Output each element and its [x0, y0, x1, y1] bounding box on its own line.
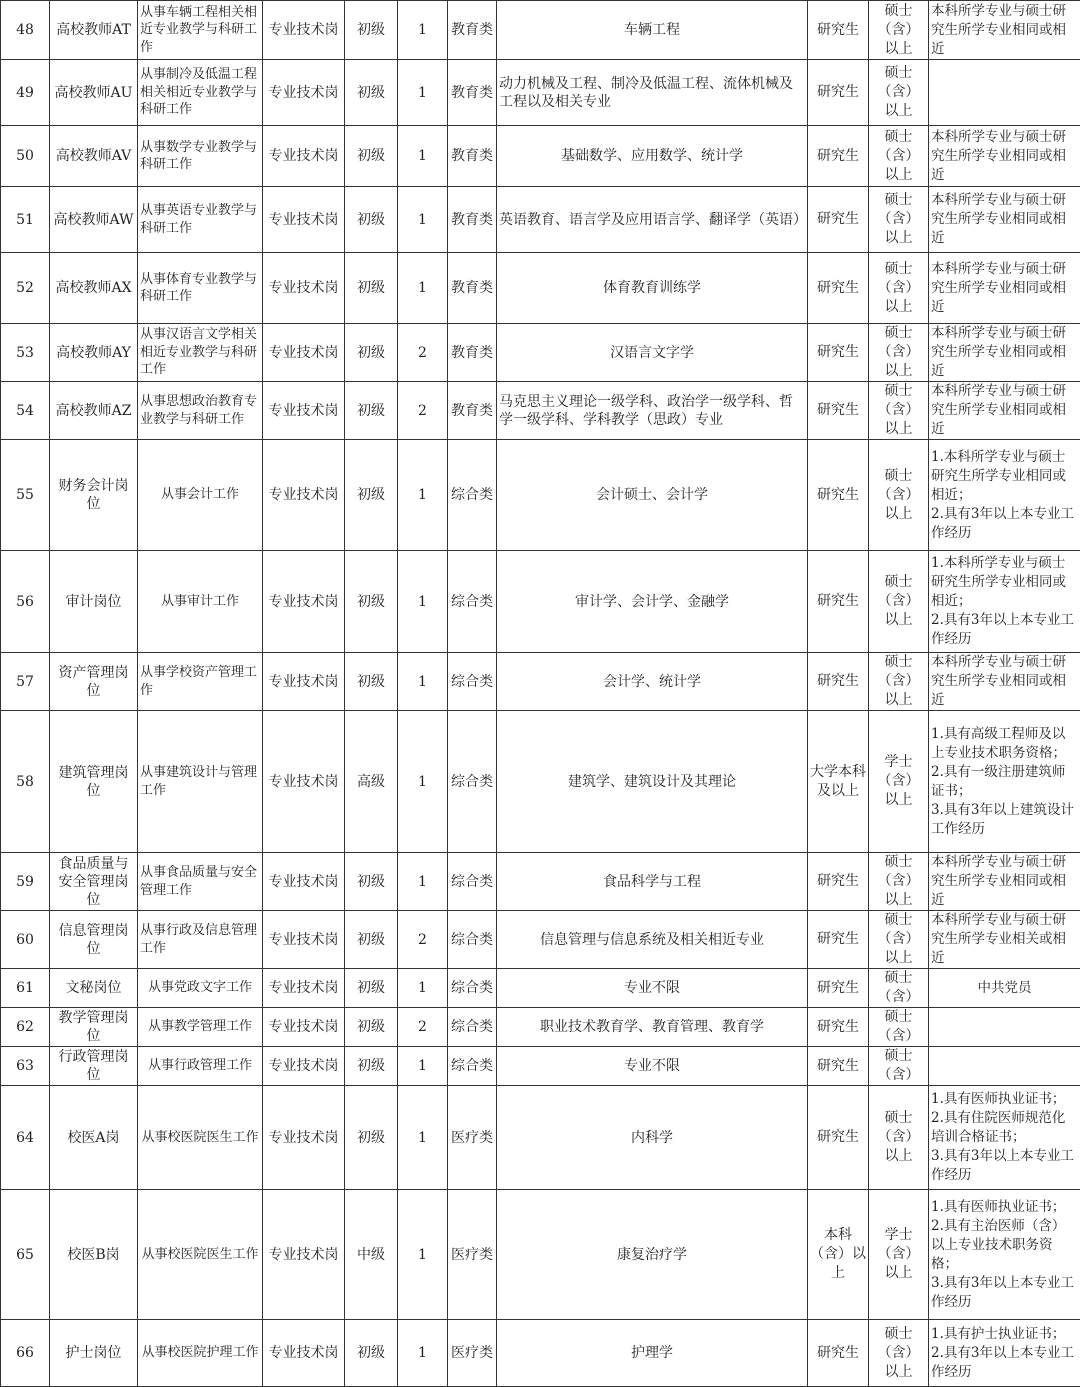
position-level: 中级 — [345, 1190, 398, 1320]
job-duty: 从事行政及信息管理工作 — [138, 911, 263, 969]
position-name: 高校教师AY — [50, 324, 138, 382]
degree-requirement: 硕士（含）以上 — [869, 551, 929, 653]
position-type: 专业技术岗 — [263, 853, 345, 911]
job-duty: 从事审计工作 — [138, 551, 263, 653]
education-requirement: 研究生 — [808, 911, 869, 969]
position-type: 专业技术岗 — [263, 711, 345, 853]
other-requirement: 1.具有医师执业证书； 2.具有住院医师规范化培训合格证书； 3.具有3年以上本专业工作经历 — [929, 1086, 1080, 1190]
position-category: 教育类 — [448, 324, 497, 382]
table-row — [1, 126, 1080, 187]
hire-count: 1 — [398, 551, 448, 653]
table-row — [1, 911, 1080, 969]
major-requirement: 体育教育训练学 — [497, 253, 808, 324]
other-requirement: 本科所学专业与硕士研究生所学专业相同或相近 — [929, 853, 1080, 911]
row-number: 58 — [1, 711, 50, 853]
position-name: 高校教师AZ — [50, 382, 138, 440]
job-duty: 从事行政管理工作 — [138, 1047, 263, 1086]
row-number: 55 — [1, 440, 50, 551]
position-category: 综合类 — [448, 1047, 497, 1086]
position-level: 初级 — [345, 440, 398, 551]
row-number: 62 — [1, 1008, 50, 1047]
position-type: 专业技术岗 — [263, 969, 345, 1008]
degree-requirement: 硕士（含） — [869, 1008, 929, 1047]
row-number: 63 — [1, 1047, 50, 1086]
hire-count: 2 — [398, 911, 448, 969]
position-level: 初级 — [345, 911, 398, 969]
education-requirement: 研究生 — [808, 440, 869, 551]
major-requirement: 马克思主义理论一级学科、政治学一级学科、哲学一级学科、学科教学（思政）专业 — [497, 382, 808, 440]
other-requirement: 1.具有护士执业证书； 2.具有3年以上本专业工作经历 — [929, 1320, 1080, 1387]
position-type: 专业技术岗 — [263, 253, 345, 324]
job-duty: 从事车辆工程相关相近专业教学与科研工作 — [138, 1, 263, 60]
position-level: 初级 — [345, 1008, 398, 1047]
position-level: 初级 — [345, 653, 398, 711]
hire-count: 1 — [398, 711, 448, 853]
degree-requirement: 硕士（含）以上 — [869, 126, 929, 187]
major-requirement: 车辆工程 — [497, 1, 808, 60]
table-row — [1, 1, 1080, 60]
row-number: 50 — [1, 126, 50, 187]
education-requirement: 研究生 — [808, 253, 869, 324]
degree-requirement: 硕士（含）以上 — [869, 382, 929, 440]
education-requirement: 研究生 — [808, 1320, 869, 1387]
education-requirement: 研究生 — [808, 126, 869, 187]
major-requirement: 建筑学、建筑设计及其理论 — [497, 711, 808, 853]
position-category: 教育类 — [448, 187, 497, 253]
position-category: 医疗类 — [448, 1190, 497, 1320]
major-requirement: 基础数学、应用数学、统计学 — [497, 126, 808, 187]
position-name: 校医A岗 — [50, 1086, 138, 1190]
degree-requirement: 学士（含）以上 — [869, 1190, 929, 1320]
hire-count: 1 — [398, 1086, 448, 1190]
position-category: 综合类 — [448, 911, 497, 969]
position-category: 教育类 — [448, 382, 497, 440]
row-number: 65 — [1, 1190, 50, 1320]
major-requirement: 护理学 — [497, 1320, 808, 1387]
row-number: 66 — [1, 1320, 50, 1387]
position-category: 综合类 — [448, 1008, 497, 1047]
row-number: 61 — [1, 969, 50, 1008]
table-row — [1, 1320, 1080, 1387]
education-requirement: 研究生 — [808, 853, 869, 911]
position-name: 资产管理岗位 — [50, 653, 138, 711]
hire-count: 2 — [398, 382, 448, 440]
other-requirement: 本科所学专业与硕士研究生所学专业相同或相近 — [929, 126, 1080, 187]
degree-requirement: 硕士（含）以上 — [869, 653, 929, 711]
position-type: 专业技术岗 — [263, 1047, 345, 1086]
position-name: 审计岗位 — [50, 551, 138, 653]
position-category: 教育类 — [448, 253, 497, 324]
position-type: 专业技术岗 — [263, 551, 345, 653]
degree-requirement: 硕士（含）以上 — [869, 1320, 929, 1387]
row-number: 57 — [1, 653, 50, 711]
position-level: 初级 — [345, 60, 398, 126]
degree-requirement: 硕士（含）以上 — [869, 187, 929, 253]
position-category: 教育类 — [448, 1, 497, 60]
education-requirement: 研究生 — [808, 969, 869, 1008]
degree-requirement: 学士（含）以上 — [869, 711, 929, 853]
job-duty: 从事教学管理工作 — [138, 1008, 263, 1047]
major-requirement: 康复治疗学 — [497, 1190, 808, 1320]
position-category: 医疗类 — [448, 1320, 497, 1387]
row-number: 56 — [1, 551, 50, 653]
row-number: 60 — [1, 911, 50, 969]
table-row — [1, 1008, 1080, 1047]
position-level: 初级 — [345, 324, 398, 382]
table-row — [1, 969, 1080, 1008]
major-requirement: 动力机械及工程、制冷及低温工程、流体机械及工程以及相关专业 — [497, 60, 808, 126]
major-requirement: 专业不限 — [497, 1047, 808, 1086]
position-type: 专业技术岗 — [263, 1190, 345, 1320]
other-requirement: 中共党员 — [929, 969, 1080, 1008]
position-level: 初级 — [345, 551, 398, 653]
major-requirement: 信息管理与信息系统及相关相近专业 — [497, 911, 808, 969]
job-duty: 从事数学专业教学与科研工作 — [138, 126, 263, 187]
table-row — [1, 1086, 1080, 1190]
education-requirement: 研究生 — [808, 1, 869, 60]
education-requirement: 本科（含）以上 — [808, 1190, 869, 1320]
degree-requirement: 硕士（含）以上 — [869, 911, 929, 969]
position-name: 信息管理岗位 — [50, 911, 138, 969]
position-name: 教学管理岗位 — [50, 1008, 138, 1047]
major-requirement: 专业不限 — [497, 969, 808, 1008]
degree-requirement: 硕士（含）以上 — [869, 60, 929, 126]
position-level: 初级 — [345, 1320, 398, 1387]
position-level: 初级 — [345, 969, 398, 1008]
job-duty: 从事党政文字工作 — [138, 969, 263, 1008]
position-name: 行政管理岗位 — [50, 1047, 138, 1086]
job-duty: 从事校医院医生工作 — [138, 1086, 263, 1190]
position-category: 综合类 — [448, 853, 497, 911]
education-requirement: 研究生 — [808, 60, 869, 126]
table-row — [1, 711, 1080, 853]
row-number: 51 — [1, 187, 50, 253]
position-type: 专业技术岗 — [263, 1320, 345, 1387]
position-type: 专业技术岗 — [263, 653, 345, 711]
job-duty: 从事校医院护理工作 — [138, 1320, 263, 1387]
position-name: 文秘岗位 — [50, 969, 138, 1008]
position-level: 初级 — [345, 1, 398, 60]
other-requirement: 本科所学专业与硕士研究生所学专业相同或相近 — [929, 1, 1080, 60]
row-number: 53 — [1, 324, 50, 382]
other-requirement: 本科所学专业与硕士研究生所学专业相同或相近 — [929, 324, 1080, 382]
hire-count: 1 — [398, 653, 448, 711]
other-requirement: 1.本科所学专业与硕士研究生所学专业相同或相近； 2.具有3年以上本专业工作经历 — [929, 440, 1080, 551]
major-requirement: 会计学、统计学 — [497, 653, 808, 711]
position-name: 高校教师AU — [50, 60, 138, 126]
position-type: 专业技术岗 — [263, 1, 345, 60]
education-requirement: 研究生 — [808, 1008, 869, 1047]
education-requirement: 研究生 — [808, 324, 869, 382]
table-row — [1, 60, 1080, 126]
other-requirement — [929, 1047, 1080, 1086]
degree-requirement: 硕士（含）以上 — [869, 253, 929, 324]
position-name: 高校教师AT — [50, 1, 138, 60]
job-duty: 从事汉语言文学相关相近专业教学与科研工作 — [138, 324, 263, 382]
position-type: 专业技术岗 — [263, 440, 345, 551]
position-category: 综合类 — [448, 551, 497, 653]
other-requirement — [929, 60, 1080, 126]
position-level: 初级 — [345, 187, 398, 253]
education-requirement: 研究生 — [808, 187, 869, 253]
other-requirement: 本科所学专业与硕士研究生所学专业相同或相近 — [929, 187, 1080, 253]
major-requirement: 审计学、会计学、金融学 — [497, 551, 808, 653]
position-type: 专业技术岗 — [263, 382, 345, 440]
table-row — [1, 324, 1080, 382]
hire-count: 1 — [398, 126, 448, 187]
row-number: 59 — [1, 853, 50, 911]
hire-count: 2 — [398, 1008, 448, 1047]
job-duty: 从事英语专业教学与科研工作 — [138, 187, 263, 253]
position-name: 高校教师AW — [50, 187, 138, 253]
other-requirement: 1.具有高级工程师及以上专业技术职务资格； 2.具有一级注册建筑师证书； 3.具有3年以上建筑设计工作经历 — [929, 711, 1080, 853]
hire-count: 1 — [398, 853, 448, 911]
position-level: 初级 — [345, 253, 398, 324]
position-category: 综合类 — [448, 969, 497, 1008]
major-requirement: 英语教育、语言学及应用语言学、翻译学（英语） — [497, 187, 808, 253]
other-requirement: 本科所学专业与硕士研究生所学专业相同或相近 — [929, 253, 1080, 324]
education-requirement: 大学本科及以上 — [808, 711, 869, 853]
hire-count: 1 — [398, 187, 448, 253]
position-type: 专业技术岗 — [263, 126, 345, 187]
job-duty: 从事校医院医生工作 — [138, 1190, 263, 1320]
table-row — [1, 853, 1080, 911]
table-row — [1, 253, 1080, 324]
row-number: 49 — [1, 60, 50, 126]
job-duty: 从事学校资产管理工作 — [138, 653, 263, 711]
position-name: 护士岗位 — [50, 1320, 138, 1387]
education-requirement: 研究生 — [808, 1086, 869, 1190]
job-duty: 从事会计工作 — [138, 440, 263, 551]
job-duty: 从事建筑设计与管理工作 — [138, 711, 263, 853]
table-row — [1, 653, 1080, 711]
position-category: 教育类 — [448, 126, 497, 187]
hire-count: 1 — [398, 60, 448, 126]
position-level: 初级 — [345, 1047, 398, 1086]
degree-requirement: 硕士（含） — [869, 1047, 929, 1086]
hire-count: 1 — [398, 253, 448, 324]
job-duty: 从事思想政治教育专业教学与科研工作 — [138, 382, 263, 440]
education-requirement: 研究生 — [808, 551, 869, 653]
position-name: 高校教师AV — [50, 126, 138, 187]
hire-count: 1 — [398, 1320, 448, 1387]
position-category: 教育类 — [448, 60, 497, 126]
position-level: 初级 — [345, 382, 398, 440]
major-requirement: 内科学 — [497, 1086, 808, 1190]
position-name: 食品质量与安全管理岗位 — [50, 853, 138, 911]
position-name: 高校教师AX — [50, 253, 138, 324]
table-row — [1, 1190, 1080, 1320]
job-duty: 从事制冷及低温工程相关相近专业教学与科研工作 — [138, 60, 263, 126]
position-name: 建筑管理岗位 — [50, 711, 138, 853]
position-level: 初级 — [345, 1086, 398, 1190]
education-requirement: 研究生 — [808, 1047, 869, 1086]
education-requirement: 研究生 — [808, 382, 869, 440]
major-requirement: 食品科学与工程 — [497, 853, 808, 911]
position-category: 综合类 — [448, 653, 497, 711]
row-number: 64 — [1, 1086, 50, 1190]
position-category: 综合类 — [448, 711, 497, 853]
hire-count: 1 — [398, 1047, 448, 1086]
position-type: 专业技术岗 — [263, 911, 345, 969]
position-level: 初级 — [345, 853, 398, 911]
table-row — [1, 382, 1080, 440]
major-requirement: 汉语言文字学 — [497, 324, 808, 382]
other-requirement — [929, 1008, 1080, 1047]
position-level: 初级 — [345, 126, 398, 187]
other-requirement: 本科所学专业与硕士研究生所学专业相同或相近 — [929, 653, 1080, 711]
position-name: 财务会计岗位 — [50, 440, 138, 551]
other-requirement: 1.本科所学专业与硕士研究生所学专业相同或相近； 2.具有3年以上本专业工作经历 — [929, 551, 1080, 653]
degree-requirement: 硕士（含）以上 — [869, 324, 929, 382]
degree-requirement: 硕士（含）以上 — [869, 440, 929, 551]
position-category: 综合类 — [448, 440, 497, 551]
position-level: 高级 — [345, 711, 398, 853]
hire-count: 1 — [398, 969, 448, 1008]
major-requirement: 职业技术教育学、教育管理、教育学 — [497, 1008, 808, 1047]
degree-requirement: 硕士（含）以上 — [869, 1086, 929, 1190]
education-requirement: 研究生 — [808, 653, 869, 711]
position-name: 校医B岗 — [50, 1190, 138, 1320]
hire-count: 1 — [398, 1, 448, 60]
other-requirement: 1.具有医师执业证书； 2.具有主治医师（含）以上专业技术职务资格； 3.具有3年以上本专业工作经历 — [929, 1190, 1080, 1320]
other-requirement: 本科所学专业与硕士研究生所学专业相同或相近 — [929, 382, 1080, 440]
table-row — [1, 187, 1080, 253]
other-requirement: 本科所学专业与硕士研究生所学专业相关或相近 — [929, 911, 1080, 969]
position-type: 专业技术岗 — [263, 1008, 345, 1047]
row-number: 48 — [1, 1, 50, 60]
job-duty: 从事食品质量与安全管理工作 — [138, 853, 263, 911]
position-type: 专业技术岗 — [263, 187, 345, 253]
degree-requirement: 硕士（含）以上 — [869, 853, 929, 911]
table-row — [1, 1047, 1080, 1086]
position-category: 医疗类 — [448, 1086, 497, 1190]
major-requirement: 会计硕士、会计学 — [497, 440, 808, 551]
hire-count: 1 — [398, 440, 448, 551]
degree-requirement: 硕士（含） — [869, 969, 929, 1008]
degree-requirement: 硕士（含）以上 — [869, 1, 929, 60]
position-type: 专业技术岗 — [263, 324, 345, 382]
hire-count: 1 — [398, 1190, 448, 1320]
table-row — [1, 440, 1080, 551]
position-type: 专业技术岗 — [263, 1086, 345, 1190]
table-row — [1, 551, 1080, 653]
hire-count: 2 — [398, 324, 448, 382]
position-type: 专业技术岗 — [263, 60, 345, 126]
row-number: 52 — [1, 253, 50, 324]
row-number: 54 — [1, 382, 50, 440]
job-duty: 从事体育专业教学与科研工作 — [138, 253, 263, 324]
